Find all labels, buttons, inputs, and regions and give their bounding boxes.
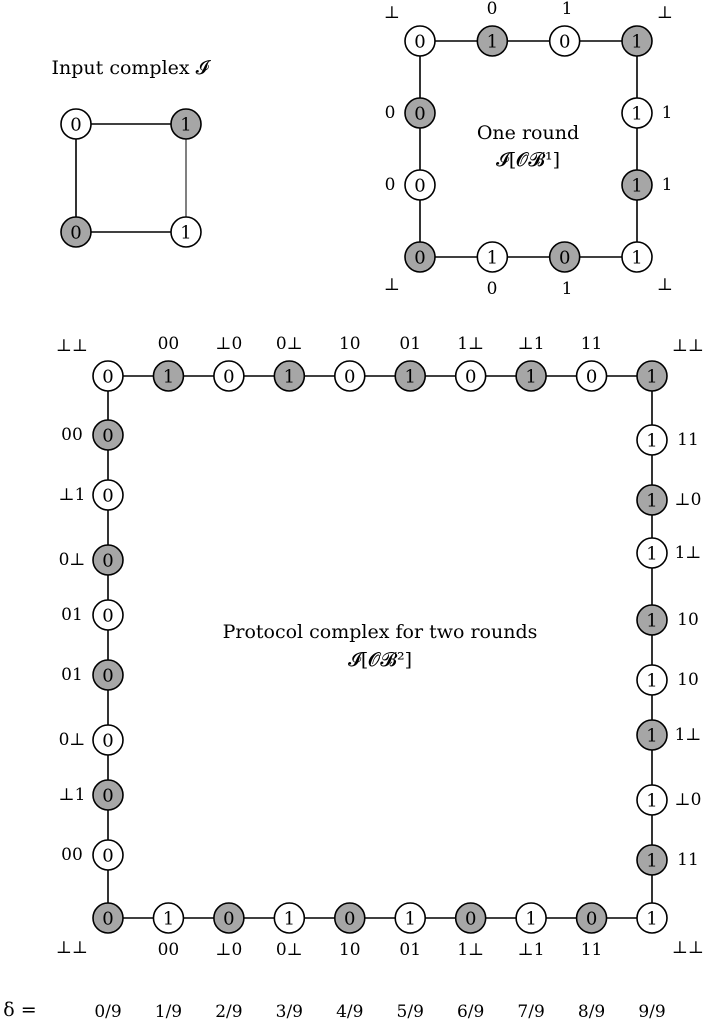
two_rounds-bottom-node-value: 0 [464, 908, 477, 930]
two_rounds-top-node [93, 361, 123, 391]
one_round-bottom-node-value: 0 [558, 247, 571, 269]
one_round-corner-label: ⊥ [384, 275, 400, 295]
two_rounds-left-node [93, 660, 123, 690]
two_rounds-bottom-node-value: 0 [344, 908, 356, 930]
input-node-d-value: 1 [180, 222, 192, 244]
two_rounds-top-edge-label: 10 [338, 334, 361, 354]
two_rounds-top-node [637, 361, 667, 391]
input-node-b-value: 1 [180, 114, 192, 136]
input-node-b [171, 109, 201, 139]
one-round-caption-formula: 𝓘[𝓞𝓑¹] [495, 149, 561, 171]
two_rounds-top-node-value: 0 [102, 366, 114, 388]
two_rounds-bottom-edge-label: 1⊥ [457, 940, 485, 960]
input-node-c-value: 0 [70, 222, 82, 244]
one_round-left-node [405, 170, 435, 200]
one_round-top-edge-label: 0 [486, 0, 498, 19]
two_rounds-top-node-value: 1 [646, 366, 658, 388]
two_rounds-bottom-edge-label: 0⊥ [275, 940, 303, 960]
one_round-bottom-node-value: 1 [486, 247, 499, 269]
two_rounds-bottom-node [395, 903, 425, 933]
two_rounds-left-node [93, 840, 123, 870]
two_rounds-corner-label: ⊥⊥ [672, 336, 704, 356]
two_rounds-left-node-value: 0 [102, 550, 114, 572]
two_rounds-bottom-edge-label: 00 [157, 940, 180, 960]
one_round-bottom-node-value: 1 [631, 247, 643, 269]
two_rounds-top-edge-label: 11 [580, 334, 603, 354]
two_rounds-bottom-edge-label: 11 [580, 940, 603, 960]
two-round-caption-formula: 𝓘[𝓞𝓑²] [347, 649, 413, 671]
one_round-right-side-label: 1 [661, 175, 673, 195]
one_round-right-node-value: 1 [631, 175, 643, 197]
one_round-left-node-value: 0 [414, 175, 426, 197]
one_round-right-node [622, 170, 652, 200]
one_round-right-side-label: 1 [661, 103, 673, 123]
one_round-left-side-label: 0 [384, 175, 396, 195]
two_rounds-top-node [577, 361, 607, 391]
two_rounds-bottom-edge-label: ⊥1 [517, 940, 545, 960]
two_rounds-bottom-node-value: 1 [646, 908, 658, 930]
two_rounds-right-node [637, 425, 667, 455]
two_rounds-top-node [274, 361, 304, 391]
one_round-top-node [405, 26, 435, 56]
two_rounds-bottom-edge-label: 10 [338, 940, 361, 960]
delta-value: 2/9 [215, 1002, 243, 1022]
two_rounds-right-side-label: ⊥0 [674, 490, 702, 510]
two_rounds-right-node-value: 1 [646, 725, 658, 747]
one_round-top-node-value: 0 [558, 31, 571, 53]
two_rounds-top-node [335, 361, 365, 391]
two_rounds-left-side-label: 01 [61, 665, 83, 685]
two_rounds-bottom-node [577, 903, 607, 933]
two_rounds-left-node-value: 0 [102, 785, 114, 807]
two_rounds-right-side-label: 1⊥ [674, 725, 702, 745]
two_rounds-right-side-label: 10 [677, 610, 699, 630]
two_rounds-top-node-value: 0 [464, 366, 477, 388]
two_rounds-bottom-node [637, 903, 667, 933]
two_rounds-top-edge-label: 01 [399, 334, 422, 354]
two_rounds-top-node-value: 0 [585, 366, 598, 388]
input-complex-caption: Input complex 𝓘 [51, 57, 209, 79]
delta-value: 6/9 [456, 1002, 485, 1022]
two_rounds-right-side-label: 1⊥ [674, 543, 702, 563]
two_rounds-top-node-value: 1 [283, 366, 296, 388]
one_round-bottom-node-value: 0 [414, 247, 426, 269]
two_rounds-top-node-value: 1 [525, 366, 537, 388]
two_rounds-top-node [456, 361, 486, 391]
input-complex [52, 57, 212, 247]
two_rounds-right-node-value: 1 [646, 790, 658, 812]
input-node-c [61, 217, 91, 247]
delta-value: 1/9 [154, 1002, 183, 1022]
two_rounds-left-node-value: 0 [102, 665, 114, 687]
two_rounds-right-node [637, 485, 667, 515]
two_rounds-left-side-label: 00 [61, 425, 83, 445]
one_round-bottom-edge-label: 0 [486, 279, 498, 299]
delta-value: 0/9 [94, 1002, 122, 1022]
two_rounds-bottom-edge-label: 01 [399, 940, 422, 960]
two_rounds-left-side-label: 0⊥ [58, 550, 86, 570]
two_rounds-right-node [637, 538, 667, 568]
two_rounds-bottom-node [456, 903, 486, 933]
input-node-a [61, 109, 91, 139]
two_rounds-bottom-node [335, 903, 365, 933]
two_rounds-right-node-value: 1 [646, 543, 658, 565]
delta-value: 7/9 [517, 1002, 545, 1022]
two_rounds-corner-label: ⊥⊥ [56, 938, 88, 958]
one_round-corner-label: ⊥ [657, 3, 673, 23]
two_rounds-left-side-label: ⊥1 [58, 485, 86, 505]
two_rounds-left-side-label: 00 [61, 845, 83, 865]
two_rounds-right-node [637, 845, 667, 875]
two_rounds-left-node-value: 0 [102, 605, 114, 627]
two-round-caption-title: Protocol complex for two rounds [222, 621, 538, 643]
two-round-complex [56, 334, 704, 960]
one_round-top-node-value: 1 [486, 31, 499, 53]
one_round-left-node [405, 98, 435, 128]
one_round-top-node [550, 26, 580, 56]
two_rounds-top-node [153, 361, 183, 391]
two_rounds-left-node [93, 725, 123, 755]
two_rounds-right-side-label: ⊥0 [674, 790, 702, 810]
two_rounds-bottom-node [274, 903, 304, 933]
two_rounds-right-side-label: 10 [677, 670, 699, 690]
two_rounds-left-side-label: 0⊥ [58, 730, 86, 750]
two_rounds-left-side-label: 01 [61, 605, 83, 625]
two_rounds-bottom-node-value: 0 [223, 908, 235, 930]
one_round-right-node-value: 1 [631, 103, 643, 125]
two_rounds-left-node-value: 0 [102, 485, 114, 507]
two_rounds-right-node [637, 785, 667, 815]
two_rounds-bottom-node-value: 1 [283, 908, 296, 930]
delta-value: 8/9 [577, 1002, 606, 1022]
two_rounds-bottom-edge-label: ⊥0 [215, 940, 243, 960]
two_rounds-left-node [93, 600, 123, 630]
one_round-bottom-node [477, 242, 507, 272]
two_rounds-top-node-value: 0 [344, 366, 356, 388]
two_rounds-top-node-value: 1 [404, 366, 416, 388]
one_round-bottom-node [405, 242, 435, 272]
one_round-bottom-node [550, 242, 580, 272]
delta-value: 9/9 [638, 1002, 666, 1022]
two_rounds-right-node [637, 665, 667, 695]
two_rounds-right-node-value: 1 [646, 430, 658, 452]
two_rounds-left-side-label: ⊥1 [58, 785, 86, 805]
two_rounds-top-edge-label: ⊥0 [215, 334, 243, 354]
one_round-top-edge-label: 1 [561, 0, 573, 19]
one_round-top-node-value: 1 [631, 31, 643, 53]
two_rounds-left-node [93, 780, 123, 810]
delta-value: 3/9 [275, 1002, 304, 1022]
one_round-top-node [622, 26, 652, 56]
two_rounds-left-node-value: 0 [102, 845, 114, 867]
two_rounds-corner-label: ⊥⊥ [672, 938, 704, 958]
two_rounds-right-node [637, 605, 667, 635]
two_rounds-left-node [93, 420, 123, 450]
two_rounds-top-edge-label: 0⊥ [275, 334, 303, 354]
delta-row [3, 999, 665, 1022]
two_rounds-corner-label: ⊥⊥ [56, 336, 88, 356]
two_rounds-top-edge-label: ⊥1 [517, 334, 545, 354]
two_rounds-left-node [93, 480, 123, 510]
two_rounds-right-node-value: 1 [646, 850, 658, 872]
two_rounds-left-node [93, 545, 123, 575]
two_rounds-bottom-node-value: 0 [585, 908, 598, 930]
two_rounds-top-node [516, 361, 546, 391]
two_rounds-top-node-value: 1 [162, 366, 175, 388]
two_rounds-bottom-node [214, 903, 244, 933]
two_rounds-top-edge-label: 00 [157, 334, 180, 354]
input-node-d [171, 217, 201, 247]
one-round-complex [384, 0, 673, 299]
two_rounds-bottom-node-value: 1 [404, 908, 416, 930]
two_rounds-top-node [214, 361, 244, 391]
one_round-left-side-label: 0 [384, 103, 396, 123]
delta-value: 4/9 [336, 1002, 364, 1022]
two_rounds-left-node-value: 0 [102, 425, 114, 447]
two_rounds-bottom-node-value: 1 [162, 908, 175, 930]
one_round-bottom-node [622, 242, 652, 272]
two_rounds-top-node-value: 0 [223, 366, 235, 388]
two_rounds-right-side-label: 11 [677, 850, 699, 870]
two_rounds-bottom-node-value: 1 [525, 908, 537, 930]
one_round-left-node-value: 0 [414, 103, 426, 125]
two_rounds-right-node-value: 1 [646, 490, 658, 512]
two_rounds-right-node-value: 1 [646, 670, 658, 692]
two_rounds-bottom-node [153, 903, 183, 933]
one_round-top-node [477, 26, 507, 56]
delta-label: δ = [3, 999, 37, 1021]
two_rounds-right-side-label: 11 [677, 430, 699, 450]
one_round-corner-label: ⊥ [384, 3, 400, 23]
two_rounds-bottom-node [516, 903, 546, 933]
one-round-caption-title: One round [476, 122, 580, 144]
two_rounds-top-edge-label: 1⊥ [457, 334, 485, 354]
two_rounds-right-node [637, 720, 667, 750]
two_rounds-left-node-value: 0 [102, 730, 114, 752]
two_rounds-bottom-node [93, 903, 123, 933]
one_round-right-node [622, 98, 652, 128]
delta-value: 5/9 [396, 1002, 424, 1022]
two_rounds-bottom-node-value: 0 [102, 908, 114, 930]
two_rounds-right-node-value: 1 [646, 610, 658, 632]
one_round-bottom-edge-label: 1 [561, 279, 573, 299]
one_round-top-node-value: 0 [414, 31, 426, 53]
one_round-corner-label: ⊥ [657, 275, 673, 295]
two_rounds-top-node [395, 361, 425, 391]
input-node-a-value: 0 [70, 114, 82, 136]
